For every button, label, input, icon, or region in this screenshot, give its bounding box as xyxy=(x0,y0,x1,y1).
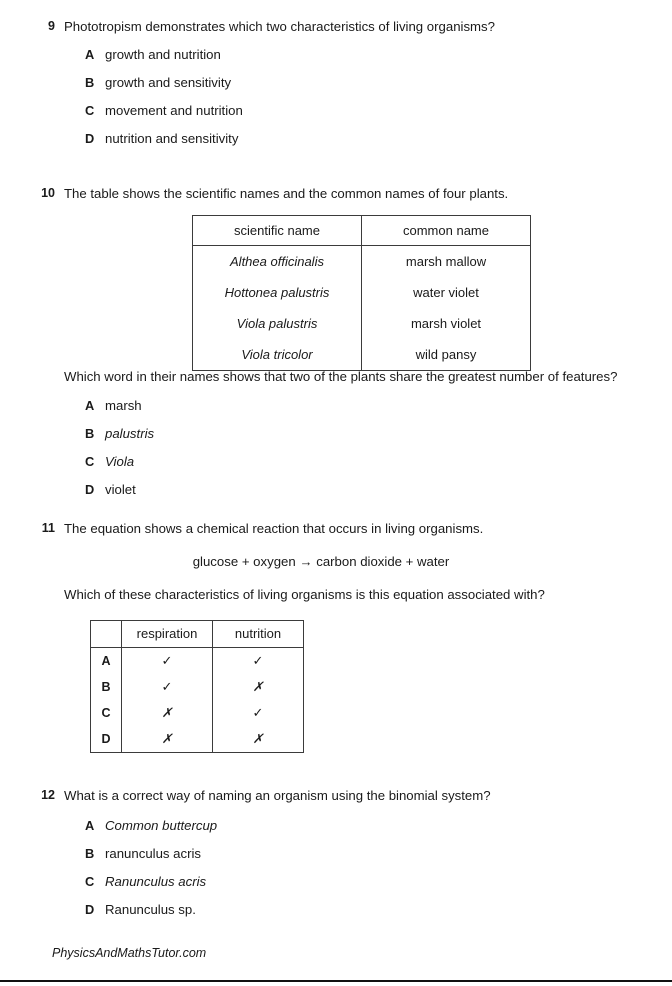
row-letter: A xyxy=(91,648,122,675)
question-9-heading xyxy=(0,18,672,36)
option-label: violet xyxy=(105,482,136,497)
cross-icon: ✗ xyxy=(213,726,304,753)
header-nutrition: nutrition xyxy=(213,621,304,648)
option-9-b[interactable] xyxy=(0,74,672,102)
question-9-options xyxy=(0,46,672,158)
option-label: growth and nutrition xyxy=(105,47,221,62)
table-row[interactable] xyxy=(91,648,304,675)
option-letter: A xyxy=(85,398,95,413)
table-row xyxy=(193,339,531,371)
option-9-a[interactable] xyxy=(0,46,672,74)
footer-divider xyxy=(0,980,672,982)
option-letter: B xyxy=(85,75,95,90)
table-header-row xyxy=(91,621,304,648)
option-10-c[interactable] xyxy=(0,453,672,481)
table-row[interactable] xyxy=(91,700,304,726)
header-common-name: common name xyxy=(362,216,531,246)
header-respiration: respiration xyxy=(122,621,213,648)
option-label: Ranunculus acris xyxy=(105,874,207,889)
question-11-heading xyxy=(0,520,672,538)
question-9 xyxy=(0,18,672,158)
tick-icon: ✓ xyxy=(122,648,213,675)
tick-icon: ✓ xyxy=(213,648,304,675)
option-9-c[interactable] xyxy=(0,102,672,130)
option-label: nutrition and sensitivity xyxy=(105,131,239,146)
question-12-heading xyxy=(0,787,672,805)
table-row xyxy=(193,277,531,308)
cell-scientific-name: Viola palustris xyxy=(193,308,362,339)
row-letter: D xyxy=(91,726,122,753)
option-letter: A xyxy=(85,47,95,62)
header-empty-corner xyxy=(91,621,122,648)
option-letter: C xyxy=(85,874,95,889)
option-12-c[interactable] xyxy=(0,873,672,901)
question-10-continued xyxy=(0,368,672,509)
tick-icon: ✓ xyxy=(213,700,304,726)
table-row[interactable] xyxy=(91,726,304,753)
option-letter: D xyxy=(85,482,95,497)
option-letter: C xyxy=(85,454,95,469)
question-12-text: What is a correct way of naming an organism using the binomial system? xyxy=(64,788,491,803)
option-label: Common buttercup xyxy=(105,818,218,833)
option-label: Ranunculus sp. xyxy=(105,902,196,917)
option-10-d[interactable] xyxy=(0,481,672,509)
question-11 xyxy=(0,520,672,538)
question-11-text: The equation shows a chemical reaction that occurs in living organisms. xyxy=(64,521,484,536)
footer-credit: PhysicsAndMathsTutor.com xyxy=(52,946,207,960)
row-letter: C xyxy=(91,700,122,726)
question-11-number: 11 xyxy=(41,521,55,535)
table-row[interactable] xyxy=(91,674,304,700)
question-12-number: 12 xyxy=(41,788,55,802)
cell-common-name: wild pansy xyxy=(362,339,531,371)
question-9-text: Phototropism demonstrates which two characteristics of living organisms? xyxy=(64,19,495,34)
option-9-d[interactable] xyxy=(0,130,672,158)
table-row xyxy=(193,246,531,278)
question-11-subtext: Which of these characteristics of living organisms is this equation associated with? xyxy=(64,587,545,602)
row-letter: B xyxy=(91,674,122,700)
question-10-options xyxy=(0,397,672,509)
question-10-subtext: Which word in their names shows that two of the plants share the greatest number of features? xyxy=(64,369,618,384)
option-label: movement and nutrition xyxy=(105,103,243,118)
option-label: ranunculus acris xyxy=(105,846,202,861)
question-10-text: The table shows the scientific names and the common names of four plants. xyxy=(64,186,509,201)
option-label: growth and sensitivity xyxy=(105,75,232,90)
option-label: Viola xyxy=(105,454,135,469)
option-12-a[interactable] xyxy=(0,817,672,845)
characteristics-table xyxy=(90,620,304,753)
table-row xyxy=(193,308,531,339)
option-12-d[interactable] xyxy=(0,901,672,929)
question-10 xyxy=(0,185,672,203)
option-letter: D xyxy=(85,902,95,917)
cross-icon: ✗ xyxy=(122,726,213,753)
question-10-number: 10 xyxy=(41,186,55,200)
plants-table xyxy=(192,215,531,371)
tick-icon: ✓ xyxy=(122,674,213,700)
cell-scientific-name: Hottonea palustris xyxy=(193,277,362,308)
question-12 xyxy=(0,787,672,929)
option-letter: C xyxy=(85,103,95,118)
question-11-continued xyxy=(0,586,672,603)
cross-icon: ✗ xyxy=(213,674,304,700)
header-scientific-name: scientific name xyxy=(193,216,362,246)
chemical-equation: glucose + oxygen → carbon dioxide + water xyxy=(192,554,450,569)
option-letter: D xyxy=(85,131,95,146)
option-label: palustris xyxy=(105,426,155,441)
question-12-options xyxy=(0,817,672,929)
option-10-b[interactable] xyxy=(0,425,672,453)
option-10-a[interactable] xyxy=(0,397,672,425)
table-header-row xyxy=(193,216,531,246)
question-10-heading xyxy=(0,185,672,203)
cell-common-name: marsh mallow xyxy=(362,246,531,278)
cell-scientific-name: Viola tricolor xyxy=(193,339,362,371)
question-9-number: 9 xyxy=(48,19,55,33)
option-letter: B xyxy=(85,426,95,441)
option-letter: B xyxy=(85,846,95,861)
cell-scientific-name: Althea officinalis xyxy=(193,246,362,278)
cell-common-name: water violet xyxy=(362,277,531,308)
option-letter: A xyxy=(85,818,95,833)
cell-common-name: marsh violet xyxy=(362,308,531,339)
option-label: marsh xyxy=(105,398,142,413)
option-12-b[interactable] xyxy=(0,845,672,873)
question-11-equation-block xyxy=(0,553,672,570)
cross-icon: ✗ xyxy=(122,700,213,726)
